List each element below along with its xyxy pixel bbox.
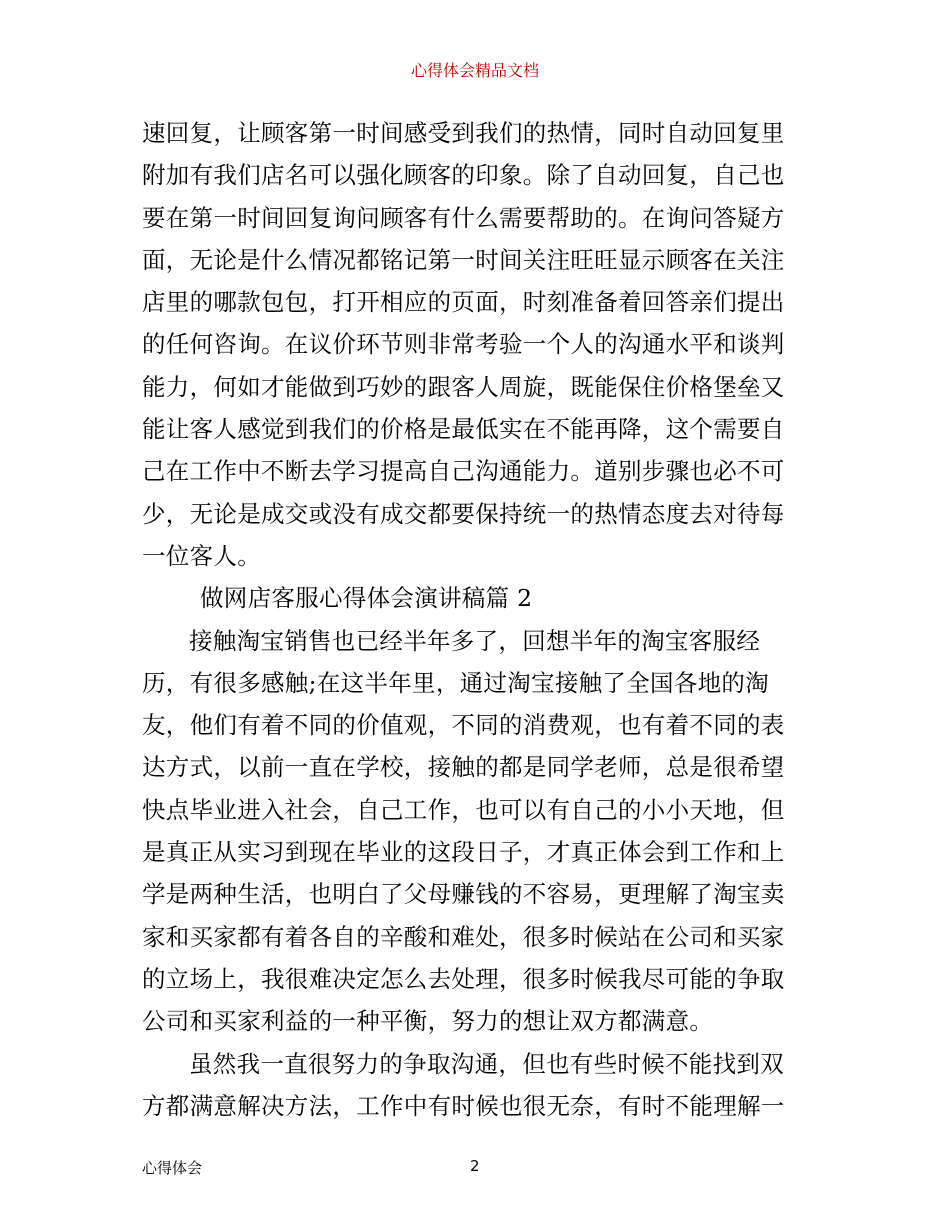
text-line: 的立场上，我很难决定怎么去处理，很多时候我尽可能的争取: [142, 964, 785, 993]
page-footer: [142, 1157, 814, 1177]
text-line: 达方式，以前一直在学校，接触的都是同学老师，总是很希望: [142, 753, 785, 782]
page-number: 2: [470, 1157, 480, 1175]
paragraph-start-line: 接触淘宝销售也已经半年多了，回想半年的淘宝客服经: [189, 626, 761, 655]
text-line: 历，有很多感触;在这半年里，通过淘宝接触了全国各地的淘: [142, 668, 770, 697]
text-line: 己在工作中不断去学习提高自己沟通能力。道别步骤也必不可: [142, 457, 785, 486]
text-line: 能让客人感觉到我们的价格是最低实在不能再降，这个需要自: [142, 415, 785, 444]
paragraph-start-line: 虽然我一直很努力的争取沟通，但也有些时候不能找到双: [189, 1049, 784, 1078]
text-line: 要在第一时间回复询问顾客有什么需要帮助的。在询问答疑方: [142, 203, 785, 232]
text-line: 速回复，让顾客第一时间感受到我们的热情，同时自动回复里: [142, 119, 785, 147]
text-line: 面，无论是什么情况都铭记第一时间关注旺旺显示顾客在关注: [142, 245, 785, 274]
text-line: 少，无论是成交或没有成交都要保持统一的热情态度去对待每: [142, 499, 785, 528]
footer-label: 心得体会: [142, 1159, 203, 1177]
text-line: 一位客人。: [142, 541, 261, 570]
document-body: [142, 112, 814, 1127]
text-line: 是真正从实习到现在毕业的这段日子，才真正体会到工作和上: [142, 838, 785, 867]
text-line: 公司和买家利益的一种平衡，努力的想让双方都满意。: [142, 1007, 714, 1036]
text-line: 能力，何如才能做到巧妙的跟客人周旋，既能保住价格堡垒又: [142, 372, 785, 401]
section-heading: 做网店客服心得体会演讲稿篇 2: [200, 584, 533, 613]
text-line: 快点毕业进入社会，自己工作，也可以有自己的小小天地，但: [142, 795, 785, 824]
text-line: 家和买家都有着各自的辛酸和难处，很多时候站在公司和买家: [142, 922, 785, 951]
text-line: 店里的哪款包包，打开相应的页面，时刻准备着回答亲们提出: [142, 288, 785, 317]
text-line: 友，他们有着不同的价值观，不同的消费观，也有着不同的表: [142, 711, 785, 740]
text-line: 附加有我们店名可以强化顾客的印象。除了自动回复，自己也: [142, 161, 785, 190]
text-line: 学是两种生活，也明白了父母赚钱的不容易，更理解了淘宝卖: [142, 880, 785, 909]
text-line: 方都满意解决方法，工作中有时候也很无奈，有时不能理解一: [142, 1091, 785, 1120]
text-line: 的任何咨询。在议价环节则非常考验一个人的沟通水平和谈判: [142, 330, 785, 359]
page-header-title: 心得体会精品文档: [410, 61, 539, 80]
